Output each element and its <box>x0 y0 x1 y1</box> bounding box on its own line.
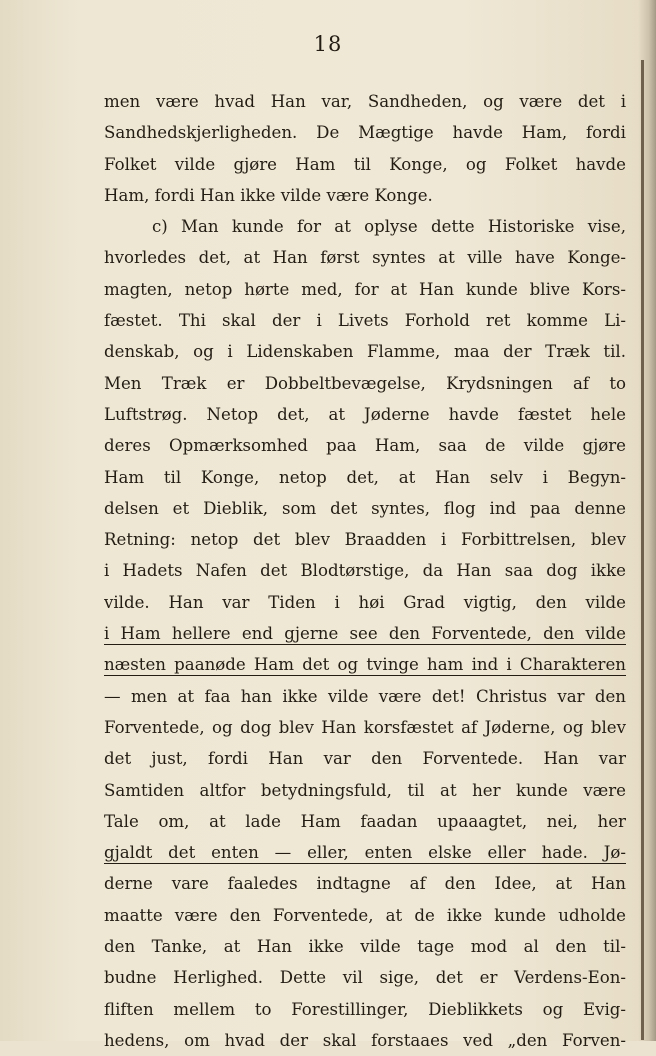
text-line: hvorledes det, at Han først syntes at ville have Konge- <box>104 248 626 268</box>
text-line: fliften mellem to Forestillinger, Dieblikkets og Evig- <box>104 999 626 1019</box>
text-line: Retning: netop det blev Braadden i Forbittrelsen, blev <box>104 530 626 550</box>
text-line: Sandhedskjerligheden. De Mægtige havde Ham, fordi <box>104 123 626 143</box>
text-line: Forventede, og dog blev Han korsfæstet af Jøderne, og blev <box>104 717 626 737</box>
binding-edge <box>641 60 644 1040</box>
text-line: budne Herlighed. Dette vil sige, det er Verdens-Eon- <box>104 968 626 988</box>
text-line: Luftstrøg. Netop det, at Jøderne havde fæstet hele <box>104 404 626 424</box>
text-line: gjaldt det enten — eller, enten elske eller hade. Jø- <box>104 843 626 863</box>
text-line: hedens, om hvad der skal forstaaes ved „den Forven- <box>104 1030 626 1050</box>
text-line: men være hvad Han var, Sandheden, og være det i <box>104 92 626 111</box>
text-line: Samtiden altfor betydningsfuld, til at her kunde være <box>104 780 626 800</box>
text-line: Men Træk er Dobbeltbevægelse, Krydsningen af to <box>104 373 626 393</box>
text-line: i Hadets Nafen det Blodtørstige, da Han saa dog ikke <box>104 561 626 581</box>
text-line: derne vare faaledes indtagne af den Idee, at Han <box>104 874 626 894</box>
page-number: 18 <box>313 32 343 56</box>
text-line: fæstet. Thi skal der i Livets Forhold ret komme Li- <box>104 311 626 331</box>
text-line: den Tanke, at Han ikke vilde tage mod al den til- <box>104 937 626 957</box>
text-line: denskab, og i Lidenskaben Flamme, maa der Træk til. <box>104 342 626 362</box>
text-line: delsen et Dieblik, som det syntes, flog ind paa denne <box>104 498 626 518</box>
text-line: magten, netop hørte med, for at Han kunde blive Kors- <box>104 279 626 299</box>
text-line: — men at faa han ikke vilde være det! Christus var den <box>104 686 626 706</box>
text-line: Ham, fordi Han ikke vilde være Konge. <box>104 185 433 205</box>
text-line: vilde. Han var Tiden i høi Grad vigtig, den vilde <box>104 592 626 612</box>
text-line: Folket vilde gjøre Ham til Konge, og Folket havde <box>104 154 626 174</box>
text-line: maatte være den Forventede, at de ikke kunde udholde <box>104 905 626 925</box>
text-line: Tale om, at lade Ham faadan upaaagtet, nei, her <box>104 811 626 831</box>
text-line: næsten paanøde Ham det og tvinge ham ind i Charakteren <box>104 655 626 675</box>
text-line: det just, fordi Han var den Forventede. Han var <box>104 749 626 769</box>
text-line: Ham til Konge, netop det, at Han selv i Begyn- <box>104 467 626 487</box>
text-line: c) Man kunde for at oplyse dette Historiske vise, <box>152 217 626 237</box>
text-line: i Ham hellere end gjerne see den Forventede, den vilde <box>104 624 626 644</box>
text-line: deres Opmærksomhed paa Ham, saa de vilde gjøre <box>104 436 626 456</box>
body-text <box>104 86 626 1056</box>
